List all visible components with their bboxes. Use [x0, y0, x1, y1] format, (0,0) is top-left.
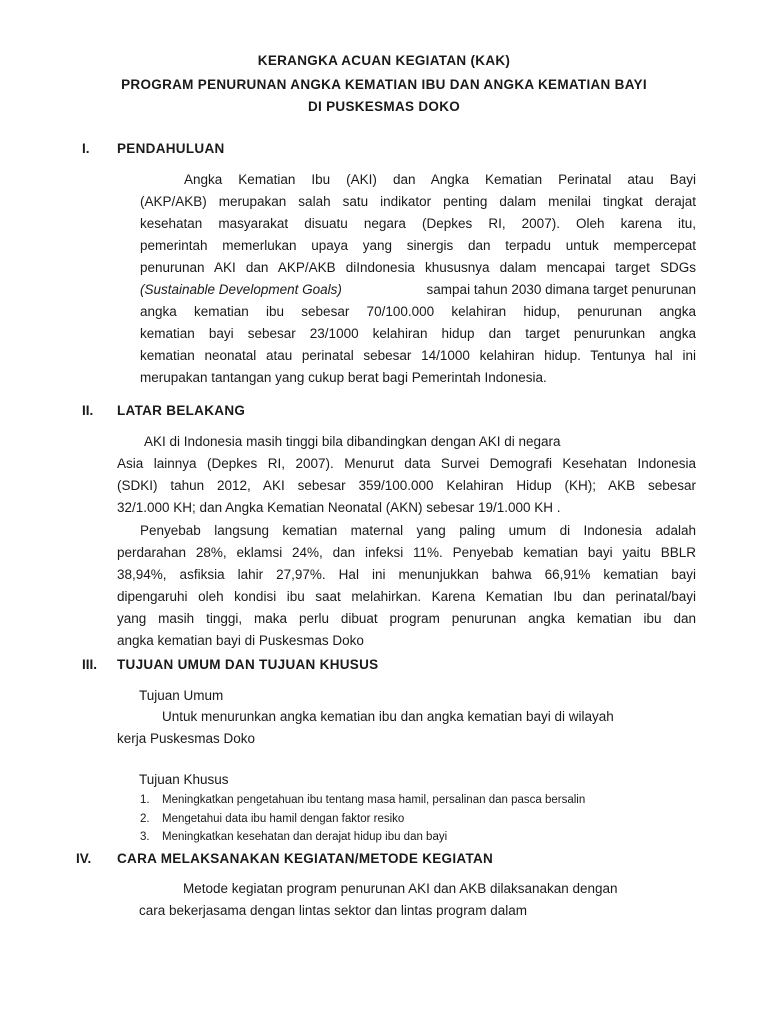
list-number: 3. — [140, 831, 150, 843]
text-line: merupakan tantangan yang cukup berat bagi Pemerintah Indonesia. — [140, 370, 547, 385]
tujuan-umum-text-cont: kerja Puskesmas Doko — [117, 731, 256, 746]
text-line: Penyebab langsung kematian maternal yang paling umum di Indonesia adalah — [140, 523, 696, 538]
text-line: AKI di Indonesia masih tinggi bila dibandingkan dengan AKI di negara — [144, 434, 561, 449]
section-4-number: IV. — [76, 851, 92, 866]
section-2-paragraph-1 — [117, 431, 696, 519]
section-1-number: I. — [82, 141, 90, 156]
text-line: angka kematian bayi di Puskesmas Doko — [117, 633, 364, 648]
tujuan-khusus-label: Tujuan Khusus — [139, 772, 229, 787]
section-3-title: TUJUAN UMUM DAN TUJUAN KHUSUS — [117, 657, 379, 672]
text-line: kesehatan masyarakat disuatu negara (Depkes RI, 2007). Oleh karena itu, — [140, 216, 696, 231]
text-line: yang masih tinggi, maka perlu dibuat program penurunan angka kematian ibu dan — [117, 611, 696, 626]
text-line: (SDKI) tahun 2012, AKI sebesar 359/100.000 Kelahiran Hidup (KH); AKB sebesar — [117, 478, 696, 493]
section-4-title: CARA MELAKSANAKAN KEGIATAN/METODE KEGIATAN — [117, 851, 494, 866]
list-item — [140, 810, 585, 829]
section-2-paragraph-2 — [117, 520, 696, 652]
text-line: penurunan AKI dan AKP/AKB diIndonesia khususnya dalam mencapai target SDGs — [140, 260, 696, 275]
section-2-number: II. — [82, 403, 94, 418]
text-line: dipengaruhi oleh kondisi ibu saat melahirkan. Karena Kematian Ibu dan perinatal/bayi — [117, 589, 696, 604]
section-4-text: Metode kegiatan program penurunan AKI dan AKB dilaksanakan dengan — [183, 881, 618, 896]
list-text: Meningkatkan kesehatan dan derajat hidup ibu dan bayi — [162, 831, 448, 843]
text-line: Asia lainnya (Depkes RI, 2007). Menurut data Survei Demografi Kesehatan Indonesia — [117, 456, 696, 471]
program-title: PROGRAM PENURUNAN ANGKA KEMATIAN IBU DAN ANGKA KEMATIAN BAYI — [121, 77, 647, 92]
document-title: KERANGKA ACUAN KEGIATAN (KAK) — [257, 53, 511, 68]
list-number: 2. — [140, 812, 150, 825]
text-line: pemerintah memerlukan upaya yang sinergis dan terpadu untuk mempercepat — [140, 238, 696, 253]
text-line: angka kematian ibu sebesar 70/100.000 kelahiran hidup, penurunan angka — [140, 304, 696, 319]
list-item — [140, 828, 585, 847]
text-line: perdarahan 28%, eklamsi 24%, dan infeksi 11%. Penyebab kematian bayi yaitu BBLR — [117, 545, 696, 560]
list-item — [140, 791, 585, 810]
text-line: kematian neonatal atau perinatal sebesar 14/1000 kelahiran hidup. Tentunya hal ini — [140, 348, 696, 363]
text-line: 38,94%, asfiksia lahir 27,97%. Hal ini menunjukkan bahwa 66,91% kematian bayi — [117, 567, 696, 582]
section-1-paragraph — [140, 169, 696, 389]
text-line: kematian bayi sebesar 23/1000 kelahiran hidup dan target penurunkan angka — [140, 326, 696, 341]
section-3-number: III. — [82, 657, 98, 672]
tujuan-khusus-list — [140, 791, 585, 847]
tujuan-umum-label: Tujuan Umum — [139, 688, 224, 703]
text-line-remainder: sampai tahun 2030 dimana target penurunan — [426, 282, 696, 297]
list-text: Mengetahui data ibu hamil dengan faktor resiko — [162, 812, 405, 825]
sdg-italic-text: (Sustainable Development Goals) — [140, 282, 342, 297]
text-line: Angka Kematian Ibu (AKI) dan Angka Kematian Perinatal atau Bayi — [184, 172, 696, 187]
location-title: DI PUSKESMAS DOKO — [307, 99, 461, 114]
text-line — [140, 279, 696, 301]
list-number: 1. — [140, 794, 150, 806]
section-2-title: LATAR BELAKANG — [117, 403, 246, 418]
section-1-title: PENDAHULUAN — [117, 141, 225, 156]
text-line: 32/1.000 KH; dan Angka Kematian Neonatal (AKN) sebesar 19/1.000 KH . — [117, 500, 561, 515]
text-line: (AKP/AKB) merupakan salah satu indikator penting dalam menilai tingkat derajat — [140, 194, 696, 209]
section-4-text-cont: cara bekerjasama dengan lintas sektor dan lintas program dalam — [139, 903, 527, 918]
list-text: Meningkatkan pengetahuan ibu tentang masa hamil, persalinan dan pasca bersalin — [162, 794, 586, 806]
tujuan-umum-text: Untuk menurunkan angka kematian ibu dan angka kematian bayi di wilayah — [162, 709, 614, 724]
